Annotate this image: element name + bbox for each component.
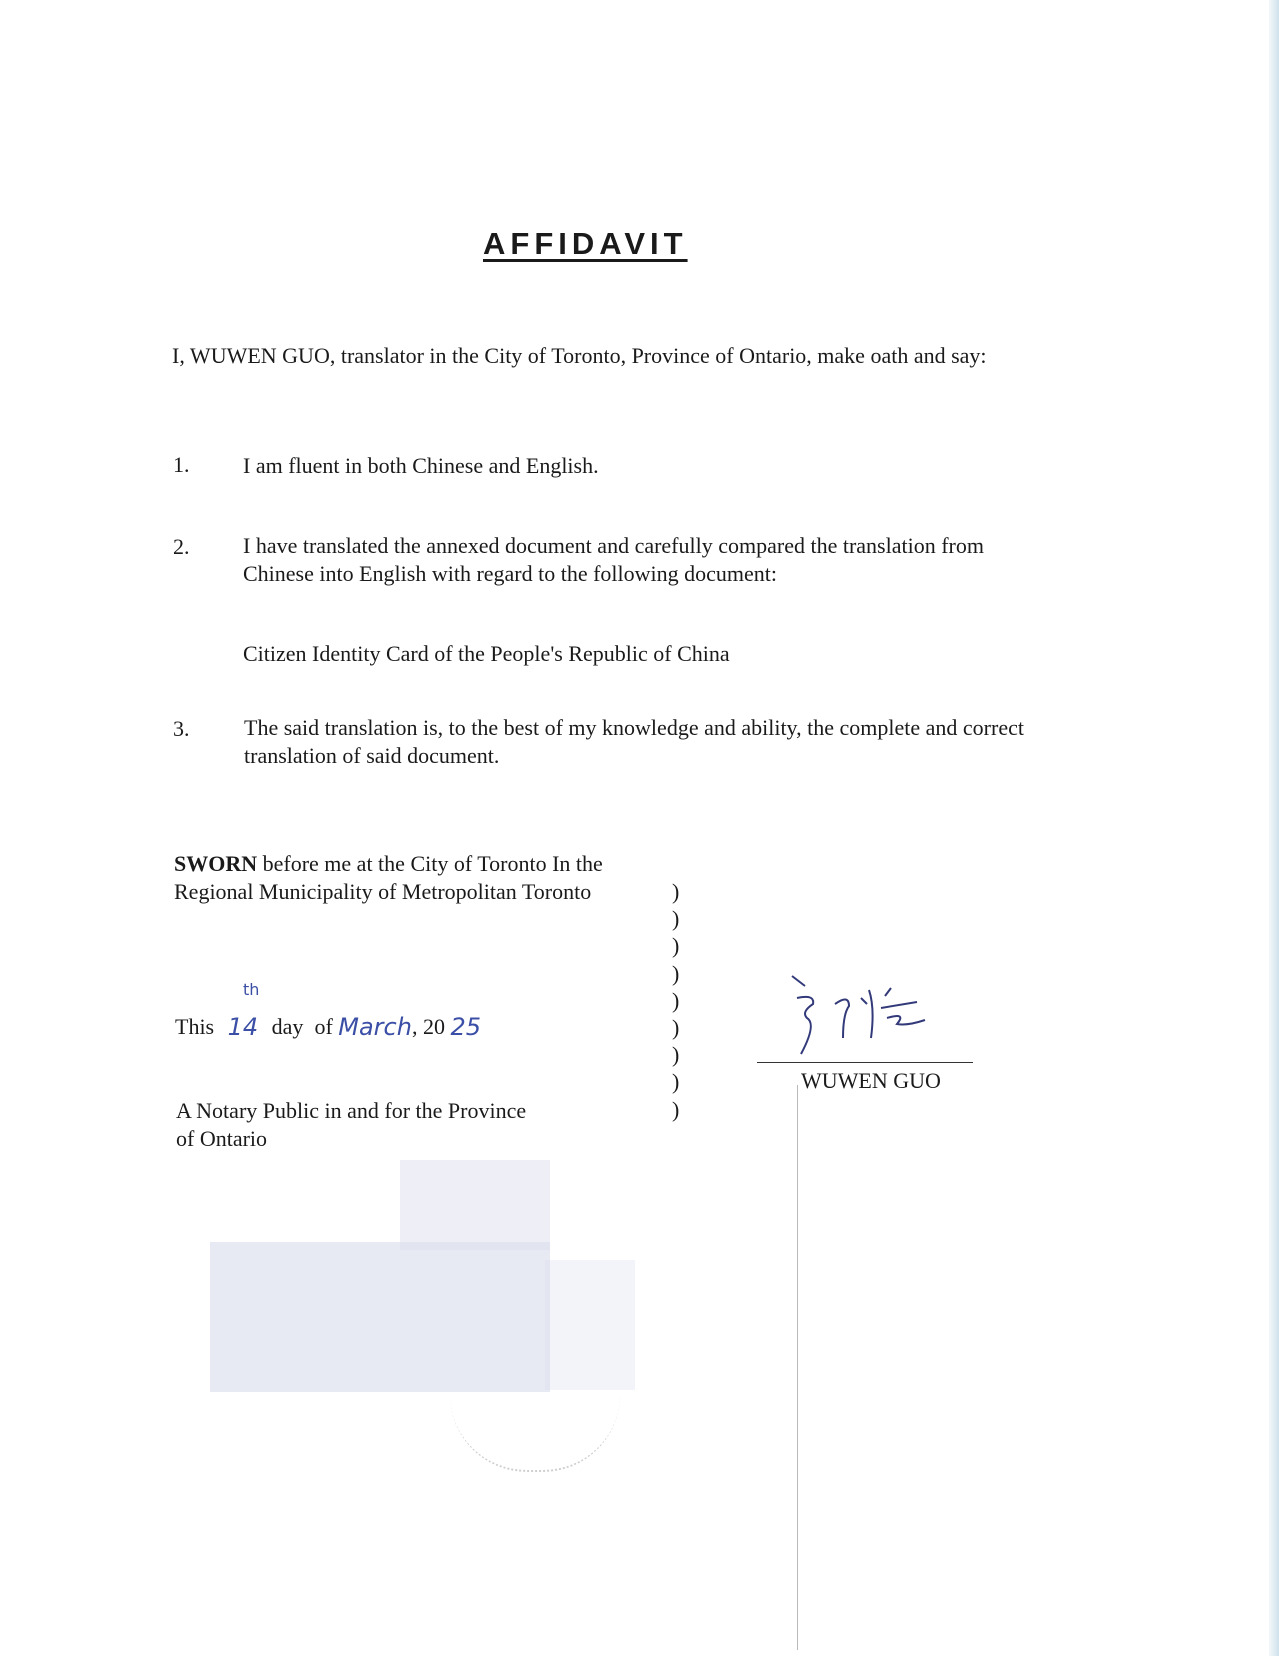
handwritten-day-suffix: th	[243, 980, 260, 999]
redacted-stamp-part	[400, 1160, 550, 1250]
bracket-column	[672, 878, 679, 1123]
signature-line	[757, 1062, 973, 1063]
sworn-label: SWORN	[174, 851, 258, 876]
date-prefix: This	[175, 1013, 215, 1039]
scan-edge	[1269, 0, 1279, 1656]
item-1-number: 1.	[173, 452, 190, 477]
bracket: )	[672, 933, 680, 959]
redacted-stamp-part	[545, 1260, 635, 1390]
bracket: )	[672, 1042, 680, 1068]
scan-line	[797, 1085, 798, 1650]
bracket: )	[672, 1015, 680, 1041]
bracket: )	[672, 1069, 680, 1095]
sworn-clause	[174, 850, 634, 906]
signatory-name: WUWEN GUO	[801, 1068, 941, 1093]
item-3-number: 3.	[173, 716, 190, 741]
bracket: )	[672, 879, 680, 904]
date-day-word: day	[271, 1013, 304, 1039]
notary-designation: A Notary Public in and for the Province of Ontario	[176, 1098, 527, 1151]
notary-seal-impression	[450, 1395, 620, 1472]
handwritten-day: 14	[227, 1012, 259, 1041]
document-title: AFFIDAVIT	[483, 226, 688, 261]
translated-document-name: Citizen Identity Card of the People's Republic of China	[243, 641, 730, 666]
item-1-text: I am fluent in both Chinese and English.	[243, 453, 599, 478]
redacted-stamp	[210, 1242, 550, 1392]
bracket: )	[672, 987, 680, 1013]
handwritten-month: March	[338, 1012, 412, 1041]
date-of-word: of	[314, 1013, 333, 1039]
item-2-text: I have translated the annexed document and carefully compared the translation from Chinese into English with regard to the following document:	[243, 533, 984, 586]
date-line	[175, 980, 481, 1041]
date-year-prefix: , 20	[411, 1013, 445, 1039]
bracket: )	[672, 1096, 680, 1122]
item-3-text: The said translation is, to the best of my knowledge and ability, the complete and correct translation of said document.	[244, 715, 1024, 768]
intro-paragraph: I, WUWEN GUO, translator in the City of Toronto, Province of Ontario, make oath and say:	[172, 343, 987, 368]
bracket: )	[672, 960, 680, 986]
sworn-text: before me at the City of Toronto In the Regional Municipality of Metropolitan Toronto	[174, 851, 603, 904]
handwritten-signature	[757, 968, 973, 1068]
handwritten-year: 25	[450, 1012, 481, 1041]
bracket: )	[672, 906, 680, 932]
item-2-number: 2.	[173, 534, 190, 559]
